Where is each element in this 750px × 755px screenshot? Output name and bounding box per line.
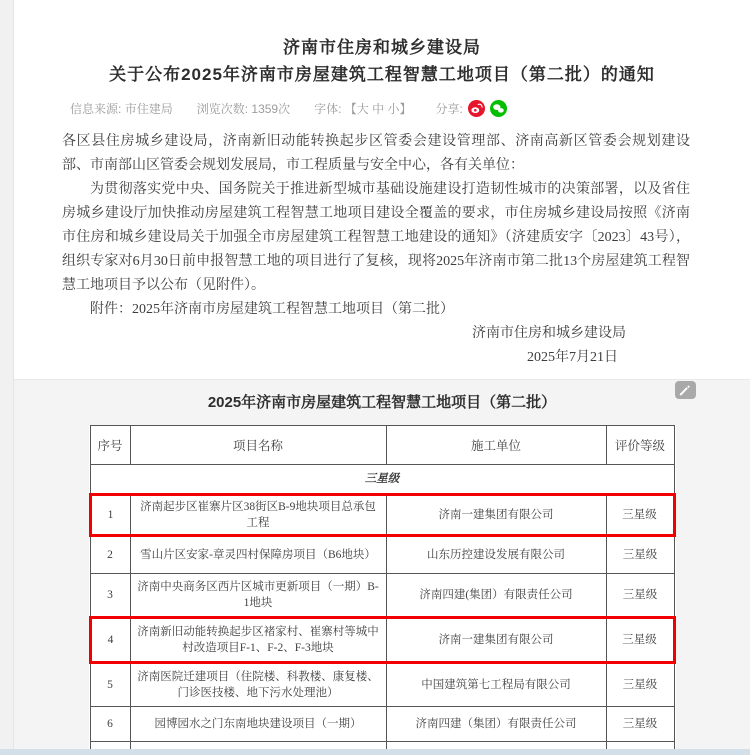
table-row-2 — [90, 536, 674, 574]
table-row-3 — [90, 574, 674, 618]
group-label: 三星级 — [90, 465, 674, 495]
meta-bar — [14, 100, 750, 117]
meta-font-label: 字体: — [314, 102, 342, 116]
attachment-image-section — [14, 379, 750, 755]
cell-grade: 三星级 — [606, 495, 674, 536]
cell-grade: 三星级 — [606, 536, 674, 574]
body-paragraph-salutation: 各区县住房城乡建设局，济南新旧动能转换起步区管委会建设管理部、济南高新区管委会规划建设部、市南部山区管委会规划发展局，市工程质量与安全中心，各有关单位： — [62, 134, 690, 173]
cell-company: 济南一建集团有限公司 — [386, 618, 606, 663]
meta-views — [197, 100, 290, 117]
doc-header — [14, 0, 750, 88]
body-paragraph-main: 为贯彻落实党中央、国务院关于推进新型城市基础设施建设打造韧性城市的决策部署，以及省住房城乡建设厅加快推动房屋建筑工程智慧工地项目建设全覆盖的要求，市住房城乡建设局按照《济南市住房和城乡建设局关于加强全市房屋建筑工程智慧工地建设的通知》（济建质安字〔2023〕43号），组织专家对6月30日前申报智慧工地的项目进行了复核，现将2025年济南市第二批13个房屋建筑工程智慧工地项目予以公布（见附件）。 — [62, 182, 690, 293]
cell-no: 2 — [90, 536, 130, 574]
table-row-1-highlighted — [90, 495, 674, 536]
cell-grade: 三星级 — [606, 574, 674, 618]
projects-table — [89, 425, 676, 755]
bottom-strip — [0, 749, 750, 755]
meta-source-label: 信息来源: — [70, 102, 122, 116]
share-label: 分享: — [435, 102, 463, 116]
cell-no: 3 — [90, 574, 130, 618]
col-header-grade: 评价等级 — [606, 426, 674, 465]
wechat-share-icon[interactable] — [490, 100, 507, 117]
font-size-control[interactable]: 【大 中 小】 — [344, 102, 412, 116]
cell-no: 4 — [90, 618, 130, 663]
share-controls — [435, 100, 506, 117]
table-row-6 — [90, 707, 674, 742]
cell-project: 济南起步区崔寨片区38街区B-9地块项目总承包工程 — [130, 495, 386, 536]
left-gutter — [0, 0, 14, 755]
doc-body — [14, 130, 750, 370]
cell-project: 园博园水之门东南地块建设项目（一期） — [130, 707, 386, 742]
cell-grade: 三星级 — [606, 618, 674, 663]
cell-project: 雪山片区安家-章灵四村保障房项目（B6地块） — [130, 536, 386, 574]
image-tool-icon[interactable] — [675, 381, 696, 399]
attachment-line: 附件：2025年济南市房屋建筑工程智慧工地项目（第二批） — [90, 302, 454, 317]
publish-date: 2025年7月21日 — [527, 350, 618, 365]
cell-company: 济南四建(集团）有限责任公司 — [386, 574, 606, 618]
group-row-three-star — [90, 465, 674, 495]
meta-views-label: 浏览次数: — [196, 102, 249, 116]
signer-name: 济南市住房和城乡建设局 — [472, 326, 626, 341]
table-row-5 — [90, 663, 674, 707]
meta-views-value: 1359次 — [251, 102, 291, 116]
table-title: 2025年济南市房屋建筑工程智慧工地项目（第二批） — [207, 394, 557, 411]
cell-company: 济南一建集团有限公司 — [386, 495, 606, 536]
weibo-share-icon[interactable] — [468, 100, 485, 117]
cell-no: 5 — [90, 663, 130, 707]
cell-project: 济南新旧动能转换起步区褚家村、崔寨村等城中村改造项目F-1、F-2、F-3地块 — [130, 618, 386, 663]
col-header-company: 施工单位 — [386, 426, 606, 465]
col-header-project: 项目名称 — [130, 426, 386, 465]
meta-font — [314, 100, 411, 117]
table-header-row — [90, 426, 674, 465]
notice-title: 关于公布2025年济南市房屋建筑工程智慧工地项目（第二批）的通知 — [109, 65, 655, 84]
cell-no: 1 — [90, 495, 130, 536]
cell-grade: 三星级 — [606, 707, 674, 742]
org-title: 济南市住房和城乡建设局 — [283, 38, 481, 57]
cell-grade: 三星级 — [606, 663, 674, 707]
meta-source-value: 市住建局 — [124, 102, 173, 116]
col-header-no: 序号 — [90, 426, 130, 465]
cell-project: 济南中央商务区西片区城市更新项目（一期）B-1地块 — [130, 574, 386, 618]
cell-project: 济南医院迁建项目（住院楼、科教楼、康复楼、门诊医技楼、地下污水处理池） — [130, 663, 386, 707]
cell-company: 山东历控建设发展有限公司 — [386, 536, 606, 574]
cell-company: 济南四建（集团）有限责任公司 — [386, 707, 606, 742]
cell-company: 中国建筑第七工程局有限公司 — [386, 663, 606, 707]
meta-source — [70, 100, 173, 117]
cell-no: 6 — [90, 707, 130, 742]
page-content — [14, 0, 750, 755]
table-row-4-highlighted — [90, 618, 674, 663]
